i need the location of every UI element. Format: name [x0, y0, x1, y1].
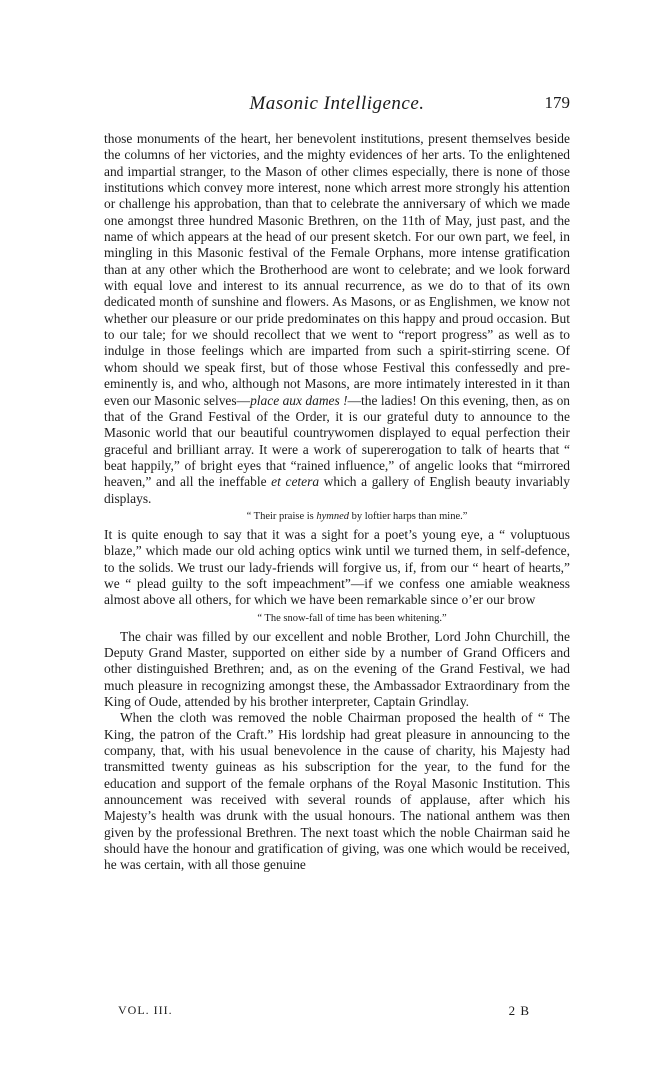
verse-quote-1-italic: hymned [316, 510, 350, 522]
paragraph-1-italic-etcetera: et cetera [271, 474, 320, 490]
verse-quote-1 [104, 510, 570, 523]
paragraph-3: The chair was filled by our excellent and noble Brother, Lord John Churchill, the Deputy Grand Master, supported on either side by a number of Grand Officers and other distinguished Brethren; and, as on the evening of the Grand Festival, we had much pleasure in recognizing amongst these, the Ambassador Extraordinary from the King of Oude, attended by his brother interpreter, Captain Grindlay. [104, 628, 570, 709]
body-text [104, 131, 570, 874]
page-number: 179 [544, 93, 570, 112]
running-title: Masonic Intelligence. [249, 93, 425, 114]
paragraph-1-text-b: —the ladies! On this evening, then, as on that of the Grand Festival of the Order, it is our grateful duty to announce to the Masonic world that our beautiful countrywomen displayed to equal perfection their graceful and brilliant array. It were a work of supererogation to talk of hearts that “ beat happily,” of bright eyes that “rained influence,” of angelic looks that “mirrored heaven,” and all the ineffable [104, 392, 571, 490]
paragraph-4: When the cloth was removed the noble Chairman proposed the health of “ The King, the patron of the Craft.” His lordship had great pleasure in announcing to the company, that, with his usual benevolence in the cause of charity, his Majesty had transmitted twenty guineas as his subscription for the year, to the fund for the education and support of the female orphans of the Royal Masonic Institution. This announcement was received with several rounds of applause, after which his Majesty’s health was drunk with the usual honours. The national anthem was then given by the professional Brethren. The next toast which the noble Chairman said he should have the honour and gratification of giving, was one which would be received, he was certain, with all those genuine [104, 710, 570, 873]
running-head [104, 93, 570, 117]
paragraph-1 [104, 131, 570, 507]
page-footer [104, 1003, 570, 1021]
signature-mark: 2 B [508, 1003, 530, 1018]
volume-label: VOL. III. [118, 1003, 173, 1017]
paragraph-2: It is quite enough to say that it was a sight for a poet’s young eye, a “ voluptuous blaze,” which made our old aching optics wink until we turned them, in self-defence, to the solids. We trust our lady-friends will forgive us, if, from our “ heart of hearts,” we “ plead guilty to the soft impeachment”—if we confess one amiable weakness almost above all others, for which we have been remarkable since o’er our brow [104, 526, 570, 608]
verse-quote-1-b: by loftier harps than mine.” [349, 510, 468, 522]
verse-quote-2: “ The snow-fall of time has been whitening.” [257, 612, 447, 624]
paragraph-1-text-c: which a gallery of English beauty invariably displays. [104, 474, 570, 506]
paragraph-1-text-a: those monuments of the heart, her benevolent institutions, present themselves beside the columns of her victories, and the mighty evidences of her arts. To the enlightened and impartial stranger, to the Mason of other climes especially, there is none of those institutions which convey more interest, none which arrest more strongly his attention or challenge his approbation, than that to celebrate the anniversary of which we made one amongst three hundred Masonic Brethren, on the 11th of May, just past, and the name of which appears at the head of our present sketch. For our own part, we feel, in mingling in this Masonic festival of the Female Orphans, more intense gratification than at any other which the Brotherhood are wont to celebrate; and we look forward with equal love and interest to its annual recurrence, as we do to that of its own dedicated month of sunshine and flowers. As Masons, or as Englishmen, we know not whether our pleasure or our pride predominates on this happy and proud occasion. But to our tale; for we should recollect that we went to “report progress” as well as to indulge in those feelings which are imparted from such a spirit-stirring scene. Of whom should we speak first, but of those whose Festival this confessedly and pre-eminently is, and who, although not Masons, are more intimately interested in it than even our Masonic selves— [104, 131, 570, 408]
verse-quote-1-a: “ Their praise is [246, 510, 317, 522]
paragraph-1-italic-phrase: place aux dames ! [250, 392, 348, 408]
